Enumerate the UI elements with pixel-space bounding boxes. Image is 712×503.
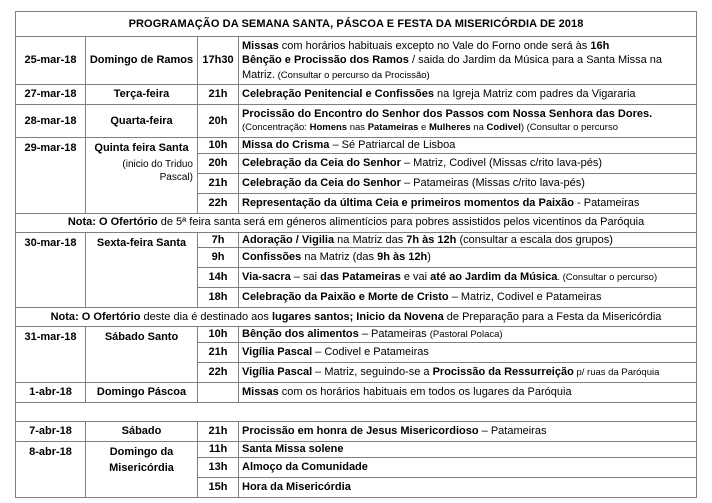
desc-emphasis: Procissão em honra de Jesus Misericordioso [242,425,479,438]
row-weekday: Terça-feira [86,85,198,105]
desc-emphasis: 9h às 12h [377,251,428,264]
row-time: 21h [198,85,239,105]
desc-emphasis: Missas [242,39,279,52]
desc-note: . (Consultar o percurso) [557,272,658,284]
row-description [239,457,697,477]
row-description [239,327,697,343]
row-time: 14h [198,268,239,288]
desc-text: – Patameiras [358,328,430,341]
desc-line [242,53,693,68]
row-weekday: Sábado [86,421,198,441]
note-emphasis: : O Ofertório [75,310,141,323]
table-title-row [16,12,697,37]
row-date: 31-mar-18 [16,327,86,383]
table-row [16,232,697,248]
row-weekday [86,138,198,214]
desc-emphasis: Missas [242,386,279,399]
desc-text: – Sé Patriarcal de Lisboa [329,139,456,151]
note-row [16,213,697,232]
row-date: 25-mar-18 [16,37,86,85]
schedule-sheet [15,11,696,498]
note-rest: deste dia é destinado aos [140,310,272,323]
row-description [239,105,697,138]
table-row [16,327,697,343]
desc-emphasis: Mulheres [428,122,471,133]
desc-emphasis: Celebração da Ceia do Senhor [242,176,401,189]
row-description [239,268,697,288]
desc-text: (Concentração: [242,122,310,133]
desc-text: – Patameiras [478,425,547,438]
note-row [16,308,697,327]
desc-text: nas [347,122,368,133]
row-date: 30-mar-18 [16,232,86,308]
note-rest: de Preparação para a Festa da Misericórdia [443,310,662,323]
desc-text: e vai [400,271,431,284]
row-time: 21h [198,342,239,362]
desc-text: – Codivel e Patameiras [312,346,429,359]
row-weekday: Sexta-feira Santa [86,232,198,308]
desc-text: com horários habituais excepto no Vale do Forno onde será às [278,39,591,52]
row-time: 17h30 [198,37,239,85]
desc-emphasis: Vigília Pascal [242,366,313,379]
desc-text: – Matriz, seguindo-se a [312,366,433,379]
desc-emphasis: Almoço da Comunidade [242,460,368,473]
weekday-line: Domingo [109,445,158,458]
row-date: 27-mar-18 [16,85,86,105]
desc-emphasis: Hora da Misericórdia [242,480,351,493]
row-description [239,477,697,497]
note-rest: de 5ª feira santa será em géneros alimentícios para pobres assistidos pelos vicentinos da Paróquia [157,216,645,229]
desc-emphasis: Representação da última Ceia e primeiros momentos da Paixão [242,196,574,209]
row-time: 15h [198,477,239,497]
desc-emphasis: Celebração da Ceia do Senhor [242,156,401,169]
row-description [239,153,697,173]
row-time: 9h [198,248,239,268]
note-text [16,213,697,232]
page-title: PROGRAMAÇÃO DA SEMANA SANTA, PÁSCOA E FESTA DA MISERICÓRDIA DE 2018 [16,12,697,37]
desc-line [242,68,693,83]
desc-text: na Matriz (das [301,251,378,264]
festa-banner-row [16,402,697,421]
row-date: 29-mar-18 [16,138,86,214]
desc-text: ) (Consultar o percurso [520,122,618,133]
row-date: 1-abr-18 [16,382,86,402]
row-time: 18h [198,288,239,308]
desc-text: na [470,122,487,133]
row-description [239,288,697,308]
note-text [16,308,697,327]
row-description [239,193,697,213]
desc-line [242,122,693,135]
desc-emphasis: Adoração / Vigilia [242,233,335,246]
row-date: 7-abr-18 [16,421,86,441]
desc-emphasis: Santa Missa solene [242,442,344,455]
desc-emphasis: das Patameiras [320,271,401,284]
row-description [239,138,697,154]
weekday-subtitle: (inicio do Triduo Pascal) [122,158,193,183]
festa-banner: FESTA DA MISERICÓRDIA [16,402,697,421]
desc-text: – Matriz, Codivel (Missas c/rito lava-pés) [400,156,603,169]
row-weekday: Domingo de Ramos [86,37,198,85]
row-description [239,85,697,105]
row-description [239,342,697,362]
row-time: 22h [198,362,239,382]
note-emphasis: : O Ofertório [92,216,158,229]
row-description [239,248,697,268]
row-description [239,37,697,85]
row-weekday: Domingo Páscoa [86,382,198,402]
desc-emphasis: Procissão do Encontro do Senhor dos Passos com Nossa Senhora das Dores. [242,108,653,121]
row-description [239,441,697,457]
desc-emphasis: Via-sacra [242,271,291,284]
desc-emphasis: Patameiras [367,122,419,133]
desc-text: na Matriz das [334,233,407,246]
desc-emphasis: Bênção dos alimentos [242,328,359,341]
desc-text: ) [427,251,431,264]
desc-emphasis: Confissões [242,251,302,264]
desc-text: (consultar a escala dos grupos) [456,233,613,246]
row-weekday [86,441,198,497]
note-label: Nota [50,310,76,323]
schedule-table [15,11,697,498]
row-time: 10h [198,327,239,343]
table-row [16,138,697,154]
desc-emphasis: 7h às 12h [406,233,457,246]
desc-text: com os horários habituais em todos os lugares da Paróquia [278,386,572,399]
row-time: 21h [198,173,239,193]
desc-emphasis: Vigília Pascal [242,346,313,359]
table-row [16,421,697,441]
desc-text: Matriz. [242,68,275,81]
row-weekday: Quarta-feira [86,105,198,138]
desc-note: p/ ruas da Paróquia [573,367,660,379]
row-description [239,173,697,193]
row-time: 22h [198,193,239,213]
desc-line [242,39,693,54]
row-time: 21h [198,421,239,441]
weekday-line: da Misericórdia [109,445,174,474]
desc-emphasis: Procissão da Ressurreição [432,366,574,379]
row-time: 13h [198,457,239,477]
note-emphasis: lugares santos; Inicio da Novena [271,310,444,323]
row-time: 11h [198,441,239,457]
desc-text: na Igreja Matriz com padres da Vigararia [433,88,636,101]
desc-emphasis: Homens [309,122,348,133]
row-time: 20h [198,153,239,173]
desc-note: (Consultar o percurso da Procissão) [275,69,430,81]
row-time: 7h [198,232,239,248]
row-description [239,382,697,402]
desc-emphasis: Celebração Penitencial e Confissões [242,88,434,101]
table-row [16,441,697,457]
desc-text: – Patameiras (Missas c/rito lava-pés) [400,176,585,189]
desc-text: - Patameiras [573,196,640,209]
desc-emphasis: 16h [590,39,610,52]
row-date: 8-abr-18 [16,441,86,497]
desc-note: (Pastoral Polaca) [429,329,503,341]
desc-line [242,107,693,122]
row-description [239,362,697,382]
desc-emphasis: até ao Jardim da Música [430,271,558,284]
row-description [239,232,697,248]
desc-emphasis: Bênção e Procissão dos Ramos [242,54,409,67]
desc-text: – sai [290,271,321,284]
table-row [16,382,697,402]
row-time: 20h [198,105,239,138]
desc-emphasis: Missa do Crisma [242,139,330,151]
row-date: 28-mar-18 [16,105,86,138]
row-description [239,421,697,441]
table-row [16,105,697,138]
table-row [16,37,697,85]
desc-text: e [418,122,429,133]
desc-text: / saida do Jardim da Música para a Santa Missa na [408,54,663,67]
table-row [16,85,697,105]
desc-emphasis: Celebração da Paixão e Morte de Cristo [242,291,449,304]
note-label: Nota [67,216,93,229]
desc-text: – Matriz, Codivel e Patameiras [448,291,602,304]
row-time [198,382,239,402]
row-time: 10h [198,138,239,154]
desc-emphasis: Codivel [486,122,521,133]
weekday-label: Quinta feira Santa [94,142,189,154]
row-weekday: Sábado Santo [86,327,198,383]
